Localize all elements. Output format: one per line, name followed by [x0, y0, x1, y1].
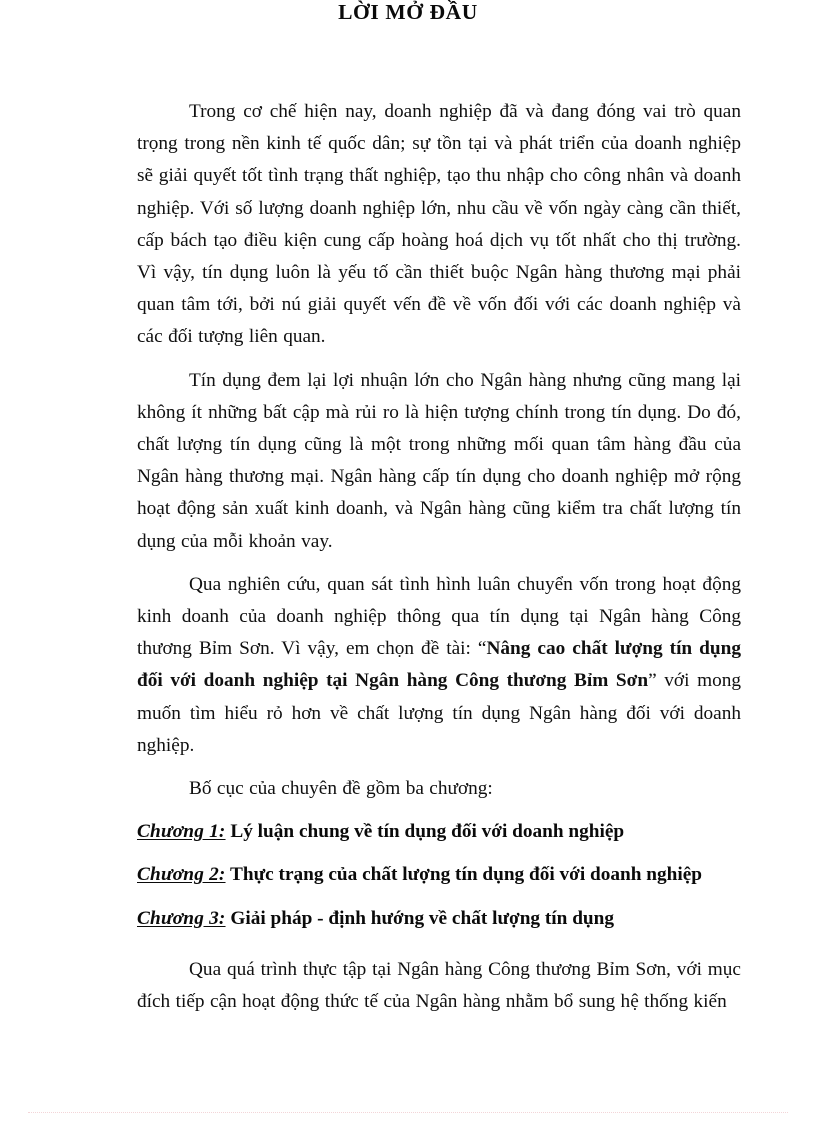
chapter-item-2 — [137, 859, 741, 891]
paragraph-5: Qua quá trình thực tập tại Ngân hàng Công thương Bỉm Sơn, với mục đích tiếp cận hoạt động thức tế của Ngân hàng nhằm bổ sung hệ thống kiến — [137, 958, 741, 1013]
document-body — [137, 96, 741, 1018]
chapter-1-label: Chương 1: — [137, 821, 226, 843]
chapter-2-label: Chương 2: — [137, 864, 226, 886]
paragraph-3-intro: Qua nghiên cứu, quan sát tình hình luân chuyển vốn trong hoạt động kinh doanh của doanh nghiệp thông qua tín dụng tại Ngân hàng Công thương Bỉm Sơn. Vì vậy, em chọn đề tài: “ — [137, 573, 741, 660]
page-title: LỜI MỞ ĐẦU — [338, 0, 478, 24]
thesis-title-emphasis: Nâng cao chất lượng tín dụng đối với doanh nghiệp tại Ngân hàng Công thương Bỉm Sơn — [137, 638, 741, 692]
paragraph-4-structure-intro: Bố cục của chuyên đề gồm ba chương: — [189, 778, 493, 800]
paragraph-1: Trong cơ chế hiện nay, doanh nghiệp đã và đang đóng vai trò quan trọng trong nền kinh tế quốc dân; sự tồn tại và phát triển của doanh nghiệp sẽ giải quyết tốt tình trạng thất nghiệp, tạo thu nhập cho công nhân và doanh nghiệp. Với số lượng doanh nghiệp lớn, nhu cầu về vốn ngày càng cần thiết, cấp bách tạo điều kiện cung cấp hoàng hoá dịch vụ tốt nhất cho thị trường. Vì vậy, tín dụng luôn là yếu tố cần thiết buộc Ngân hàng thương mại phải quan tâm tới, bởi nú giải quyết vến đề về vốn đối với các doanh nghiệp và các đối tượng liên quan. — [137, 101, 741, 348]
chapter-1-text: Lý luận chung về tín dụng đối với doanh nghiệp — [230, 821, 625, 843]
chapter-2-text: Thực trạng của chất lượng tín dụng đối với doanh nghiệp — [230, 864, 703, 886]
chapter-item-1 — [137, 816, 741, 848]
scan-artifact-line — [28, 1112, 788, 1114]
chapter-item-3 — [137, 903, 741, 935]
chapter-3-label: Chương 3: — [137, 907, 226, 929]
paragraph-2: Tín dụng đem lại lợi nhuận lớn cho Ngân hàng nhưng cũng mang lại không ít những bất cập mà rủi ro là hiện tượng chính trong tín dụng. Do đó, chất lượng tín dụng cũng là một trong những mối quan tâm hàng đầu của Ngân hàng thương mại. Ngân hàng cấp tín dụng cho doanh nghiệp mở rộng hoạt động sản xuất kinh doanh, và Ngân hàng cũng kiểm tra chất lượng tín dụng của mỗi khoản vay. — [137, 369, 741, 552]
paragraph-3 — [137, 569, 741, 762]
chapter-3-text: Giải pháp - định hướng về chất lượng tín dụng — [230, 907, 615, 929]
paragraph-3-outro: ” với mong muốn tìm hiểu rỏ hơn về chất lượng tín dụng Ngân hàng đối với doanh nghiệp. — [137, 670, 741, 756]
